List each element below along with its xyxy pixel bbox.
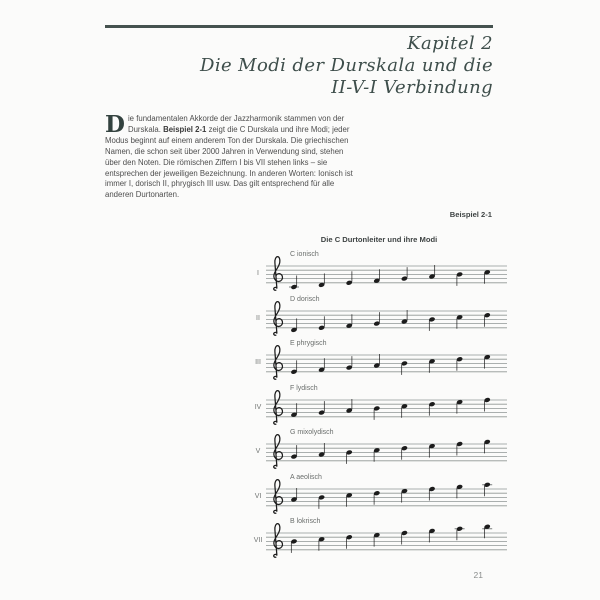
roman-numeral: VI xyxy=(254,492,262,500)
chapter-title-line2: II-V-I Verbindung xyxy=(331,77,493,98)
chapter-title-line1: Die Modi der Durskala und die xyxy=(199,55,493,76)
roman-numeral: III xyxy=(255,359,261,366)
staff-notation xyxy=(250,519,508,567)
treble-clef-icon xyxy=(274,390,283,424)
roman-numeral: II xyxy=(256,314,260,322)
roman-numeral: V xyxy=(255,448,261,455)
example-label: Beispiel 2-1 xyxy=(449,210,492,219)
staff-notation xyxy=(250,430,508,478)
staff-notation xyxy=(250,297,508,345)
roman-numeral: I xyxy=(257,270,259,277)
intro-text-after-bold: zeigt die C Durskala und ihre Modi; jeder Modus beginnt auf einem anderem Ton der Durskala. Die griechischen Namen, die schon seit über 2000 Jahren in Verwendung sind, stehen über den Noten. Die römischen Ziffern I bis VII stehen links – sie entsprechen der jeweiligen Bezeichnung. In anderen Worten: Ionisch ist immer I, dorisch II, phrygisch III usw. Das gilt entsprechend für alle anderen Durtonarten. xyxy=(105,124,353,200)
treble-clef-icon xyxy=(274,257,283,291)
treble-clef-icon xyxy=(274,301,283,335)
intro-text-before-bold: ie fundamentalen Akkorde der Jazzharmonik stammen von der Durskala. xyxy=(127,114,345,134)
roman-numeral: VII xyxy=(253,537,263,544)
staff-system xyxy=(250,473,508,523)
staff-notation xyxy=(250,386,508,434)
staff-notation xyxy=(250,252,508,300)
mode-label: D dorisch xyxy=(290,295,320,303)
treble-clef-icon xyxy=(274,479,283,513)
mode-label: B lokrisch xyxy=(290,518,321,525)
treble-clef-icon xyxy=(274,524,283,558)
treble-clef-icon xyxy=(274,346,283,380)
roman-numeral: IV xyxy=(254,403,262,411)
mode-label: E phrygisch xyxy=(290,340,327,347)
mode-label: F lydisch xyxy=(290,384,318,392)
treble-clef-icon xyxy=(274,435,283,469)
staff-system xyxy=(250,384,508,434)
drop-cap: D xyxy=(105,111,125,138)
staff-system xyxy=(250,339,508,389)
page-number: 21 xyxy=(473,570,483,580)
mode-label: C ionisch xyxy=(290,251,319,258)
figure-title: Die C Durtonleiter und ihre Modi xyxy=(320,235,438,244)
mode-label: A aeolisch xyxy=(290,473,322,481)
intro-bold-reference: Beispiel 2-1 xyxy=(163,124,207,134)
staff-system xyxy=(250,428,508,478)
staff-notation xyxy=(250,341,508,389)
staff-notation xyxy=(250,475,508,523)
staff-system xyxy=(250,250,508,300)
staff-system xyxy=(250,295,508,345)
chapter-number: Kapitel 2 xyxy=(407,33,493,54)
mode-label: G mixolydisch xyxy=(290,429,334,436)
staff-system xyxy=(250,517,508,567)
